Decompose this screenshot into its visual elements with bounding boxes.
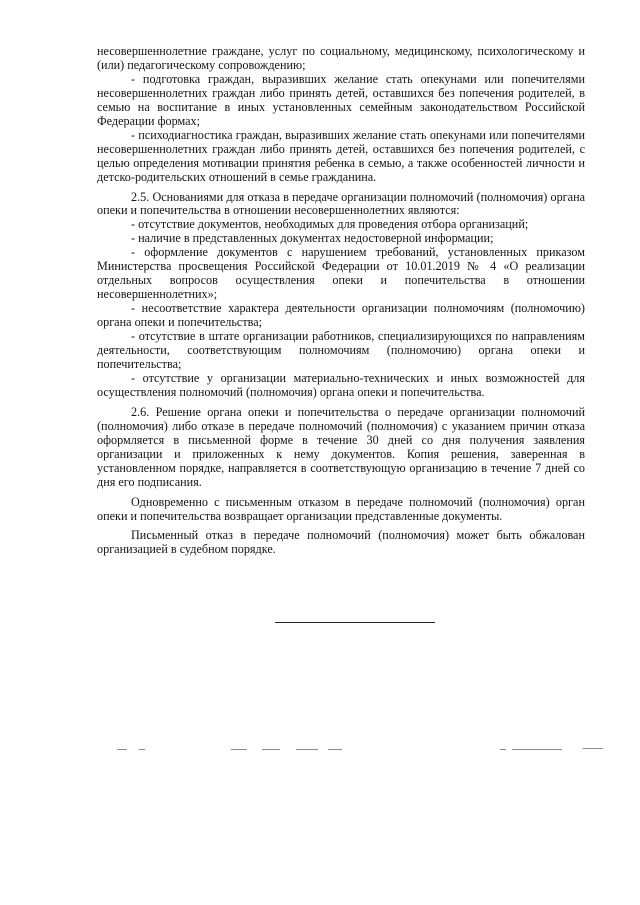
paragraph-missing-documents: - отсутствие документов, необходимых для проведения отбора организаций;	[131, 217, 529, 232]
scan-artifact-line	[117, 749, 127, 750]
scan-artifact-line	[500, 749, 506, 750]
paragraph-2-5-grounds: 2.5. Основаниями для отказа в передаче организации полномочий (полномочия) органа опеки и попечительства в отношении несовершеннолетних являются:	[97, 189, 585, 218]
paragraph-false-information: - наличие в представленных документах недостоверной информации;	[131, 231, 494, 246]
scan-artifact-line	[139, 749, 145, 750]
scan-artifact-line	[512, 749, 562, 750]
paragraph-preparation: - подготовка граждан, выразивших желание стать опекунами или попечителями несовершеннолетних граждан либо принять детей, оставшихся без попечения родителей, в семью на воспитание в иных установленных семейным законодательством Российской Федерации формах;	[97, 71, 585, 128]
scan-artifact-line	[296, 749, 318, 750]
paragraph-services-continuation: несовершеннолетние граждане, услуг по социальному, медицинскому, психологическому и (или) педагогическому сопровождению;	[97, 44, 585, 72]
document-body	[97, 45, 585, 557]
paragraph-2-6-decision: 2.6. Решение органа опеки и попечительства о передаче организации полномочий (полномочия) либо отказе в передаче полномочий (полномочия) с указанием причин отказа оформляется в письменной форме в течение 30 дней со дня получения заявления организации и приложенных к нему документов. Копия решения, заверенная в установленном порядке, направляется в соответствующую организацию в течение 7 дней со дня его подписания.	[97, 404, 585, 489]
paragraph-appeal: Письменный отказ в передаче полномочий (полномочия) может быть обжалован организацией в судебном порядке.	[97, 528, 585, 557]
paragraph-improper-documents: - оформление документов с нарушением требований, установленных приказом Министерства просвещения Российской Федерации от 10.01.2019 № 4 «О реализации отдельных вопросов осуществления опеки и попечительства в отношении несовершеннолетних»;	[97, 245, 585, 302]
scan-artifact-line	[328, 749, 342, 750]
end-of-text-divider	[275, 622, 435, 623]
scan-artifact-line	[262, 749, 280, 750]
paragraph-no-staff: - отсутствие в штате организации работников, специализирующихся по направлениям деятельности, соответствующим полномочиям (полномочию) органа опеки и попечительства;	[97, 329, 585, 371]
paragraph-documents-returned: Одновременно с письменным отказом в передаче полномочий (полномочия) орган опеки и попечительства возвращает организации представленные документы.	[97, 494, 585, 523]
scan-artifact-line	[231, 749, 247, 750]
paragraph-activity-mismatch: - несоответствие характера деятельности организации полномочиям (полномочию) органа опеки и попечительства;	[97, 301, 585, 330]
paragraph-no-resources: - отсутствие у организации материально-технических и иных возможностей для осуществления полномочий (полномочия) органа опеки и попечительства.	[97, 370, 585, 399]
scan-artifact-line	[583, 748, 603, 749]
paragraph-psychodiagnostics: - психодиагностика граждан, выразивших желание стать опекунами или попечителями несовершеннолетних граждан либо принять детей, оставшихся без попечения родителей, с целью определения мотивации принятия ребенка в семью, а также особенностей личности и детско-родительских отношений в семье гражданина.	[97, 127, 585, 184]
